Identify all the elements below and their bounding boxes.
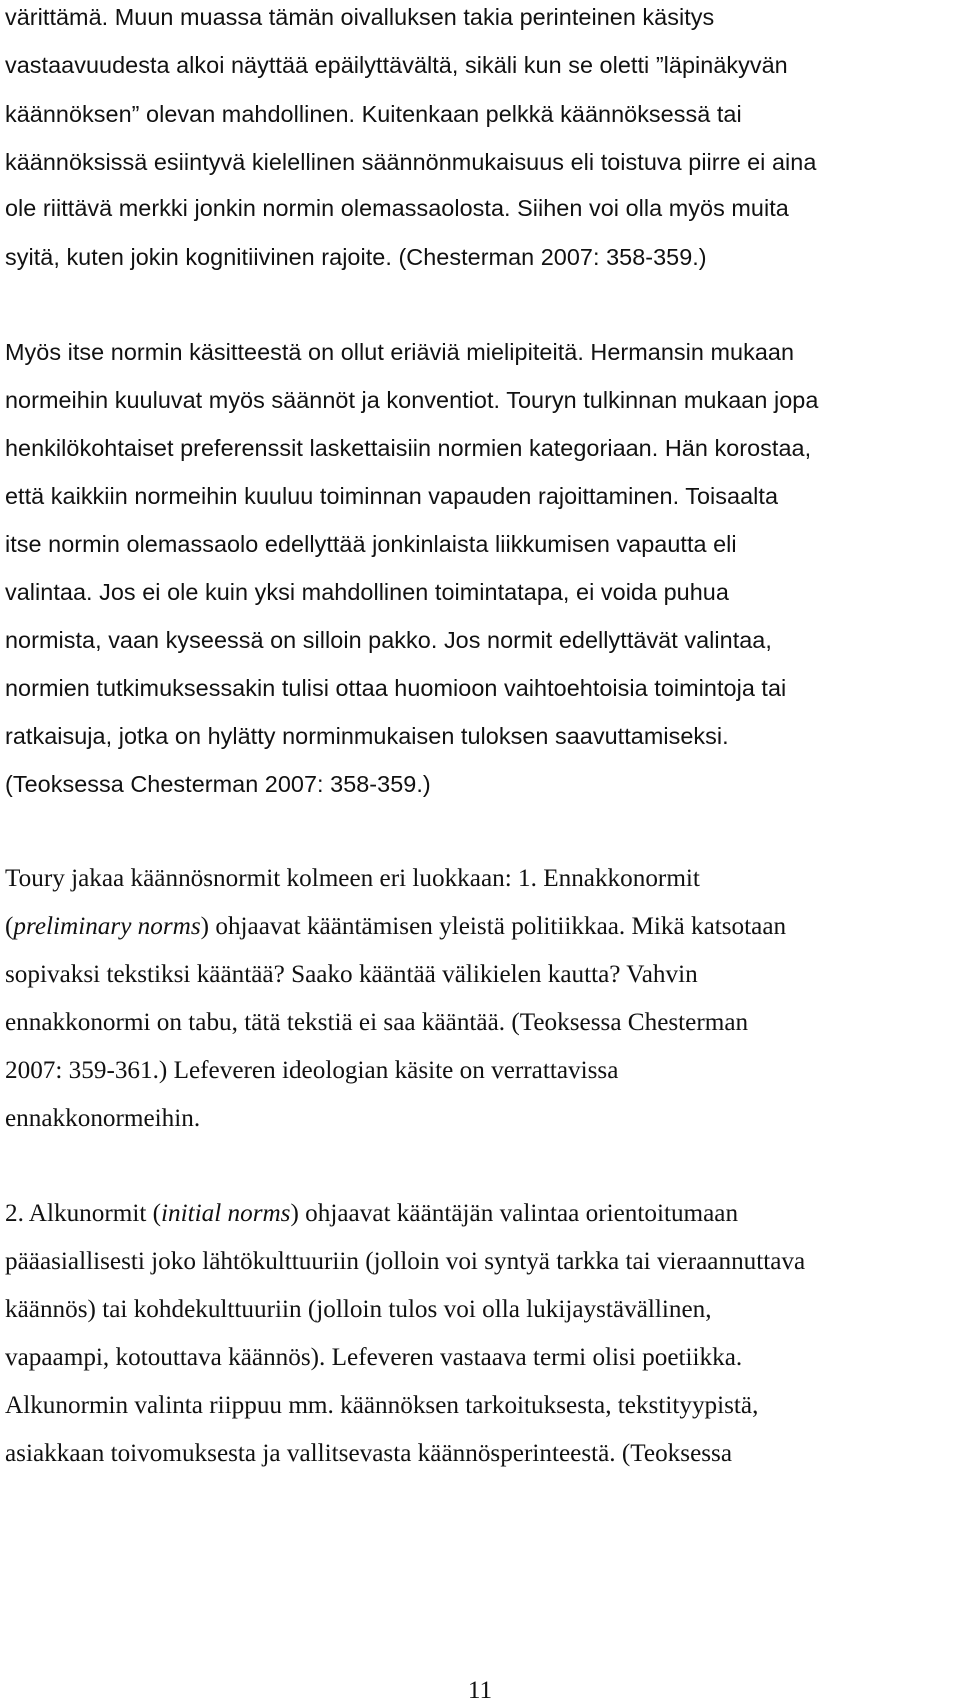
text-line: syitä, kuten jokin kognitiivinen rajoite. (Chesterman 2007: 358-359.) <box>5 244 707 270</box>
text-line: Myös itse normin käsitteestä on ollut eriäviä mielipiteitä. Hermansin mukaan <box>5 339 795 365</box>
text-line: itse normin olemassaolo edellyttää jonkinlaista liikkumisen vapautta eli <box>5 531 737 557</box>
text-line: henkilökohtaiset preferenssit laskettaisiin normien kategoriaan. Hän korostaa, <box>5 435 812 461</box>
text-segment: ( <box>5 913 14 940</box>
text-line: vapaampi, kotouttava käännös). Lefeveren vastaava termi olisi poetiikka. <box>5 1344 743 1371</box>
text-line: valintaa. Jos ei ole kuin yksi mahdollinen toimintatapa, ei voida puhua <box>5 579 729 605</box>
text-line: vastaavuudesta alkoi näyttää epäilyttävältä, sikäli kun se oletti ”läpinäkyvän <box>5 52 788 78</box>
text-line: 2007: 359-361.) Lefeveren ideologian käsite on verrattavissa <box>5 1057 619 1084</box>
text-line: käännös) tai kohdekulttuuriin (jolloin tulos voi olla lukijaystävällinen, <box>5 1296 712 1323</box>
text-line: Alkunormin valinta riippuu mm. käännöksen tarkoituksesta, tekstityypistä, <box>5 1392 759 1419</box>
text-line: käännöksen” olevan mahdollinen. Kuitenkaan pelkkä käännöksessä tai <box>5 101 742 127</box>
text-line: ennakkonormeihin. <box>5 1105 201 1132</box>
italic-term: preliminary norms <box>13 913 201 940</box>
text-line: normien tutkimuksessakin tulisi ottaa huomioon vaihtoehtoisia toimintoja tai <box>5 675 787 701</box>
text-line: ennakkonormi on tabu, tätä tekstiä ei saa kääntää. (Teoksessa Chesterman <box>5 1009 749 1036</box>
text-line: ratkaisuja, jotka on hylätty norminmukaisen tuloksen saavuttamiseksi. <box>5 723 729 749</box>
text-line <box>5 912 786 942</box>
text-line: käännöksissä esiintyvä kielellinen säännönmukaisuus eli toistuva piirre ei aina <box>5 149 817 175</box>
page-number: 11 <box>467 1677 493 1704</box>
text-line: että kaikkiin normeihin kuuluu toiminnan vapauden rajoittaminen. Toisaalta <box>5 483 779 509</box>
text-segment: ) ohjaavat kääntämisen yleistä politiikkaa. Mikä katsotaan <box>200 913 787 940</box>
text-segment: 2. Alkunormit ( <box>5 1200 162 1227</box>
text-line: asiakkaan toivomuksesta ja vallitsevasta käännösperinteestä. (Teoksessa <box>5 1440 733 1467</box>
text-line: sopivaksi tekstiksi kääntää? Saako kääntää välikielen kautta? Vahvin <box>5 961 698 988</box>
italic-term: initial norms <box>161 1200 291 1227</box>
text-segment: ) ohjaavat kääntäjän valintaa orientoitumaan <box>290 1200 739 1227</box>
text-line: normeihin kuuluvat myös säännöt ja konventiot. Touryn tulkinnan mukaan jopa <box>5 387 819 413</box>
text-line: (Teoksessa Chesterman 2007: 358-359.) <box>5 771 431 797</box>
text-line: Toury jakaa käännösnormit kolmeen eri luokkaan: 1. Ennakkonormit <box>5 865 700 892</box>
text-line: ole riittävä merkki jonkin normin olemassaolosta. Siihen voi olla myös muita <box>5 195 789 221</box>
text-line <box>5 1199 738 1229</box>
text-line: värittämä. Muun muassa tämän oivalluksen takia perinteinen käsitys <box>5 4 715 30</box>
text-line: normista, vaan kyseessä on silloin pakko. Jos normit edellyttävät valintaa, <box>5 627 772 653</box>
text-line: pääasiallisesti joko lähtökulttuuriin (jolloin voi syntyä tarkka tai vieraannuttava <box>5 1248 806 1275</box>
